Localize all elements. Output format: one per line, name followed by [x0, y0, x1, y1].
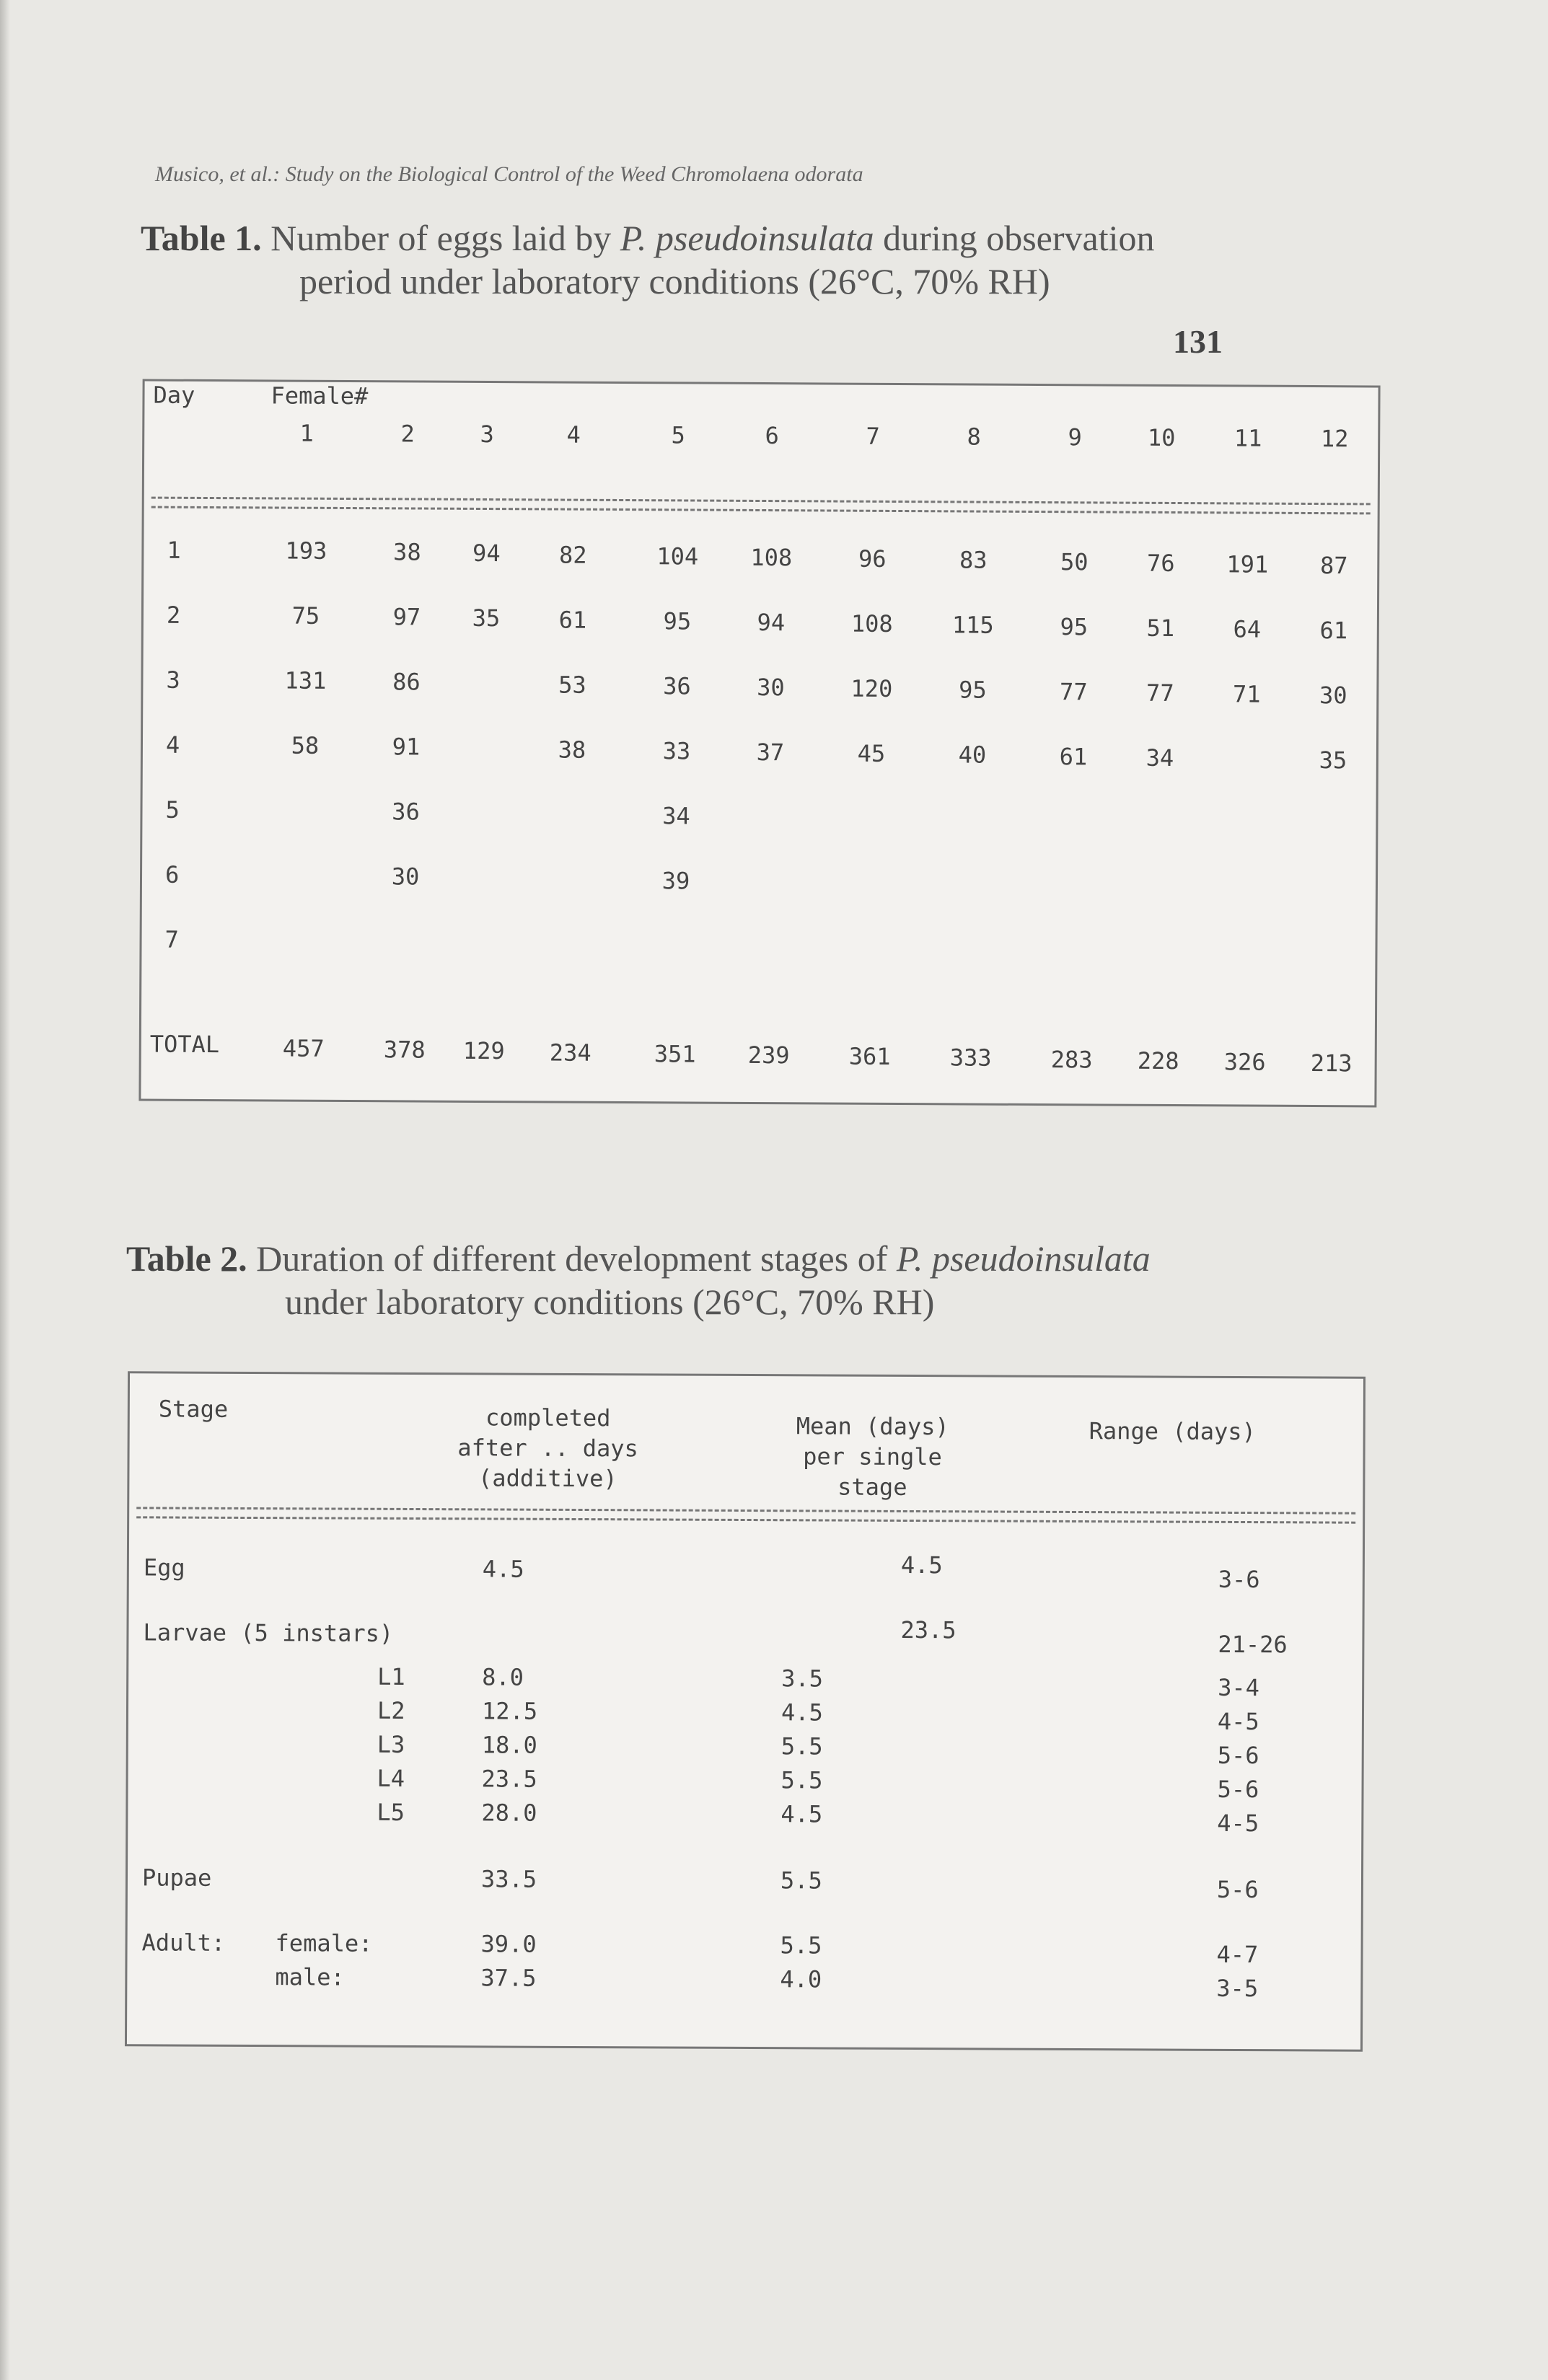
- table2-completed-header-1: completed: [485, 1403, 611, 1432]
- table1-value-cell: 33: [662, 737, 691, 765]
- table1-value-cell: [936, 936, 1008, 937]
- table1-value-cell: 35: [472, 604, 501, 633]
- table1-value-cell: 38: [558, 736, 586, 764]
- table2-mean-header-2: per single: [803, 1442, 942, 1471]
- table1-value-cell: 95: [663, 607, 692, 635]
- table2-range-cell: 5-6: [1216, 1875, 1259, 1904]
- table1-total-cell: 378: [383, 1036, 426, 1064]
- page-edge-shadow: [0, 0, 10, 2380]
- table1-value-cell: [269, 796, 341, 797]
- table1-female-header: Female#: [271, 382, 369, 410]
- table2-mean-cell: 5.5: [780, 1766, 823, 1794]
- table2-range-cell: 5-6: [1217, 1741, 1259, 1770]
- table1-value-cell: 38: [393, 538, 421, 566]
- table1-column-header: 2: [400, 420, 415, 448]
- table1-column-header: 10: [1147, 423, 1176, 452]
- table1-caption-line2: period under laboratory conditions (26°C, 70% RH): [299, 261, 1050, 301]
- table1-value-cell: 75: [291, 601, 320, 630]
- table1-value-cell: 115: [951, 611, 994, 640]
- table1-value-cell: 120: [850, 674, 893, 703]
- table1-value-cell: 45: [857, 739, 886, 768]
- table1-value-cell: [936, 871, 1008, 872]
- table1-value-cell: 36: [392, 798, 420, 826]
- table2-stage-header: Stage: [158, 1395, 229, 1423]
- table1-value-cell: [449, 864, 521, 865]
- table1-value-cell: [1296, 876, 1368, 877]
- table1-value-cell: [734, 933, 806, 934]
- table2-substage-cell: L1: [377, 1662, 405, 1691]
- table1-value-cell: 191: [1226, 550, 1269, 578]
- table2-mean-cell: 5.5: [780, 1866, 822, 1895]
- table2-stage-cell: Egg: [143, 1553, 185, 1582]
- table1-caption-post: during observation: [874, 218, 1155, 258]
- table1-column-header: 11: [1233, 424, 1262, 452]
- table1-total-cell: 457: [282, 1034, 325, 1062]
- table2-stage-cell: Larvae (5 instars): [143, 1618, 394, 1647]
- table1-day-cell: 1: [167, 536, 181, 564]
- table1-value-cell: [1210, 810, 1283, 811]
- table1-value-cell: 37: [756, 738, 785, 767]
- table1-value-cell: 71: [1233, 680, 1261, 708]
- table1-value-cell: [734, 868, 806, 869]
- table2-range-cell: 5-6: [1217, 1775, 1259, 1804]
- table1-value-cell: 64: [1233, 615, 1262, 643]
- table1-column-header: 9: [1068, 423, 1082, 451]
- table1-value-cell: 83: [959, 546, 988, 575]
- table2-range-cell: 3-5: [1216, 1974, 1259, 2003]
- table2-range-cell: 4-5: [1217, 1809, 1259, 1838]
- table2-range-header: Range (days): [1089, 1417, 1256, 1446]
- table2-header-rule: [136, 1507, 1355, 1523]
- table2-mean-total-cell: 23.5: [900, 1616, 956, 1644]
- table1-column-header: 8: [967, 423, 981, 451]
- table2-mean-cell: 4.5: [780, 1800, 823, 1828]
- table2-range-cell: 3-6: [1218, 1565, 1260, 1594]
- table1-column-header: 7: [866, 422, 880, 450]
- table2-mean-cell: 4.0: [780, 1965, 822, 1993]
- table1-total-cell: 361: [848, 1042, 891, 1071]
- table1-value-cell: [449, 929, 521, 930]
- table2-stage-cell: Pupae: [141, 1864, 212, 1892]
- table1-caption: [141, 216, 1381, 303]
- table1-value-cell: [268, 926, 340, 927]
- table1-value-cell: 40: [958, 741, 987, 770]
- table2-range-cell: 4-7: [1216, 1940, 1259, 1969]
- table2-substage-cell: female:: [275, 1929, 373, 1957]
- table2-mean-cell: 4.5: [780, 1698, 823, 1727]
- table1-value-cell: 131: [284, 666, 327, 695]
- table1-column-header: 5: [671, 421, 685, 449]
- table1-value-cell: 39: [661, 867, 690, 895]
- table1-value-cell: 91: [392, 733, 421, 761]
- table1-value-cell: 30: [391, 863, 420, 891]
- table1-value-cell: [1297, 811, 1369, 812]
- table1-day-cell: 4: [165, 731, 180, 759]
- table2-caption: [126, 1237, 1381, 1323]
- table1-day-cell: 7: [164, 925, 179, 953]
- table1-total-cell: 333: [949, 1044, 992, 1072]
- table1-value-cell: 50: [1060, 547, 1089, 576]
- table2-caption-line2: under laboratory conditions (26°C, 70% RH): [285, 1282, 935, 1322]
- table2-completed-cell: 33.5: [480, 1865, 537, 1893]
- table1-day-cell: 6: [164, 860, 180, 889]
- table1-value-cell: [1123, 873, 1195, 874]
- table1-value-cell: [535, 865, 607, 866]
- page-number: 131: [1173, 323, 1223, 360]
- table1-value-cell: [369, 927, 441, 928]
- table1-day-cell: 2: [166, 601, 181, 629]
- table1-day-cell: 5: [165, 795, 180, 824]
- table1-value-cell: 104: [656, 542, 699, 570]
- table1-value-cell: [835, 870, 907, 871]
- table1-value-cell: [1124, 808, 1196, 809]
- table1-column-header: 12: [1320, 425, 1349, 453]
- table1-value-cell: [936, 806, 1008, 807]
- table1-value-cell: 108: [750, 543, 793, 572]
- table1-value-cell: 61: [1319, 617, 1348, 645]
- table2-development-stages: [125, 1371, 1366, 2051]
- table1-eggs-laid: [138, 379, 1380, 1108]
- table1-value-cell: [449, 799, 522, 800]
- table1-column-header: 1: [299, 419, 314, 447]
- table2-substage-cell: L5: [377, 1798, 405, 1826]
- table2-substage-cell: L4: [377, 1764, 405, 1792]
- table1-value-cell: 94: [757, 608, 786, 637]
- table1-value-cell: 36: [663, 672, 691, 700]
- table1-value-cell: [1210, 875, 1282, 876]
- table2-mean-cell: 3.5: [781, 1665, 824, 1693]
- table2-completed-header-2: after .. days: [457, 1434, 638, 1463]
- table2-range-cell: 21-26: [1218, 1630, 1288, 1659]
- table1-day-header: Day: [153, 381, 195, 409]
- table1-value-cell: 95: [959, 676, 987, 705]
- table2-caption-species: P. pseudoinsulata: [896, 1238, 1151, 1279]
- running-head-text: Musico, et al.: Study on the Biological Control of the Weed Chromolaena odorata: [155, 162, 863, 186]
- table1-total-cell: 234: [549, 1039, 592, 1067]
- table2-substage-cell: L3: [377, 1730, 405, 1758]
- table1-header-rule: [151, 497, 1371, 515]
- table2-mean-header-3: stage: [837, 1473, 907, 1501]
- table1-value-cell: [450, 669, 522, 670]
- table2-substage-cell: L2: [377, 1696, 405, 1724]
- table2-range-cell: 3-4: [1218, 1673, 1260, 1702]
- table2-mean-cell: 5.5: [780, 1732, 823, 1760]
- table1-value-cell: 77: [1060, 677, 1088, 705]
- table1-value-cell: [835, 805, 907, 806]
- table1-value-cell: 35: [1319, 746, 1347, 775]
- table2-mean-total-cell: 4.5: [900, 1551, 943, 1579]
- table2-substage-cell: male:: [275, 1963, 345, 1991]
- table2-completed-cell: 18.0: [481, 1731, 537, 1759]
- table1-total-cell: 129: [462, 1037, 505, 1065]
- table1-value-cell: [1210, 745, 1283, 746]
- table1-total-cell: 213: [1310, 1049, 1353, 1077]
- table1-value-cell: 86: [392, 668, 421, 696]
- table1-value-cell: [535, 930, 607, 931]
- table2-mean-cell: 5.5: [780, 1931, 822, 1960]
- table1-caption-label: Table 1.: [141, 218, 262, 258]
- table1-day-cell: 3: [166, 666, 180, 694]
- table1-value-cell: 34: [1145, 744, 1174, 772]
- table1-caption-species: P. pseudoinsulata: [620, 218, 874, 258]
- table1-value-cell: 95: [1060, 612, 1089, 640]
- table1-value-cell: 30: [757, 673, 785, 702]
- table1-value-cell: [268, 861, 340, 862]
- table1-value-cell: 58: [291, 731, 320, 759]
- table1-total-cell: 239: [747, 1041, 790, 1070]
- table1-value-cell: 193: [285, 537, 327, 565]
- table1-column-header: 3: [480, 420, 494, 449]
- table1-value-cell: 51: [1146, 614, 1175, 642]
- table1-total-label: TOTAL: [149, 1030, 220, 1059]
- table1-value-cell: 96: [858, 545, 887, 573]
- table1-total-cell: 228: [1137, 1046, 1179, 1075]
- table1-value-cell: 77: [1146, 679, 1174, 707]
- table1-value-cell: [734, 803, 806, 804]
- table1-column-header: 6: [765, 422, 779, 450]
- table1-value-cell: [449, 734, 522, 735]
- table2-stage-cell: Adult:: [141, 1929, 226, 1957]
- table1-value-cell: 97: [392, 603, 421, 631]
- table1-value-cell: 61: [1059, 742, 1088, 770]
- table1-value-cell: 30: [1319, 682, 1347, 710]
- table1-total-cell: 351: [654, 1040, 696, 1068]
- table1-value-cell: 76: [1146, 549, 1175, 577]
- table2-range-cell: 4-5: [1217, 1707, 1259, 1736]
- table2-completed-cell: 23.5: [481, 1765, 537, 1793]
- table2-completed-cell: 4.5: [482, 1555, 524, 1583]
- table2-caption-pre: Duration of different development stages of: [247, 1238, 897, 1279]
- table2-mean-header-1: Mean (days): [796, 1412, 949, 1441]
- table1-value-cell: 61: [558, 606, 587, 634]
- table1-caption-pre: Number of eggs laid by: [261, 218, 620, 258]
- table1-value-cell: 87: [1319, 552, 1348, 580]
- table2-completed-cell: 37.5: [480, 1964, 537, 1992]
- table2-completed-cell: 28.0: [481, 1799, 537, 1827]
- table2-completed-cell: 12.5: [481, 1697, 538, 1725]
- table1-value-cell: 82: [558, 541, 587, 569]
- table1-column-header: 4: [566, 420, 581, 449]
- table2-completed-cell: 39.0: [480, 1930, 537, 1958]
- table1-value-cell: 108: [850, 609, 893, 638]
- table1-total-cell: 283: [1050, 1045, 1093, 1074]
- table1-value-cell: 53: [558, 671, 586, 699]
- table1-value-cell: [1296, 941, 1368, 942]
- table2-completed-header-3: (additive): [478, 1464, 617, 1493]
- table2-caption-label: Table 2.: [126, 1238, 247, 1279]
- table1-total-cell: 326: [1223, 1048, 1266, 1076]
- table1-value-cell: [1123, 938, 1195, 939]
- table1-value-cell: [640, 932, 712, 933]
- table2-completed-cell: 8.0: [482, 1663, 524, 1691]
- table1-value-cell: 94: [472, 539, 501, 568]
- table1-value-cell: 34: [662, 802, 690, 830]
